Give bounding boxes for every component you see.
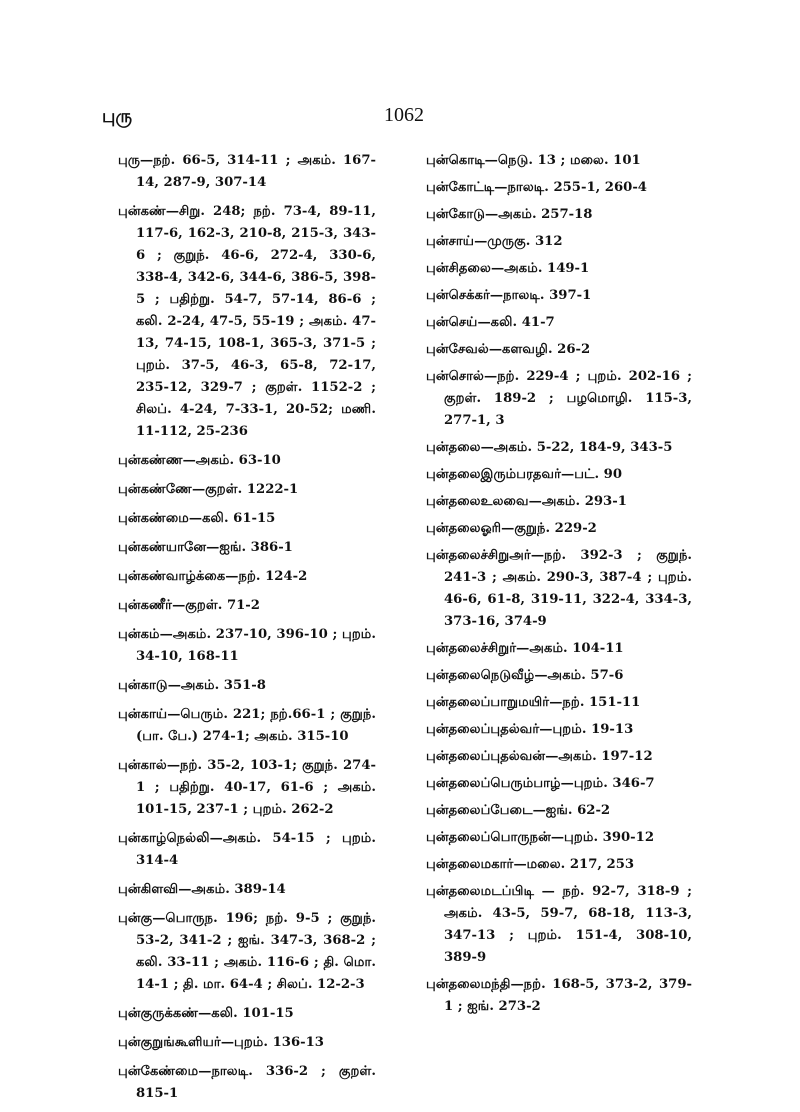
page-number: 1062: [384, 104, 424, 126]
index-entry: புன்கண்ண—அகம். 63-10: [118, 453, 281, 468]
index-entry: புன்சொல்—நற். 229-4 ; புறம். 202-16 ; குறள். 189-2 ; பழமொழி. 115-3, 277-1, 3: [426, 369, 692, 428]
index-entry: புன்கண்யானே—ஐங். 386-1: [118, 540, 293, 555]
index-entry: புன்தலைமந்தி—நற். 168-5, 373-2, 379-1 ; ஐங். 273-2: [426, 977, 692, 1014]
index-entry: புன்காழ்நெல்லி—அகம். 54-15 ; புறம். 314-4: [118, 831, 376, 868]
index-entry: புன்சிதலை—அகம். 149-1: [426, 261, 590, 276]
index-entry: புன்தலைப்பெரும்பாழ்—புறம். 346-7: [426, 776, 655, 791]
index-entry: புன்கண்ணே—குறள். 1222-1: [118, 482, 299, 497]
index-entry: புரு—நற். 66-5, 314-11 ; அகம். 167-14, 287-9, 307-14: [118, 153, 376, 190]
index-entry: புன்கொடி—நெடு. 13 ; மலை. 101: [426, 153, 641, 168]
index-entry: புன்காடு—அகம். 351-8: [118, 678, 266, 693]
index-entry: புன்கண்—சிறு. 248; நற். 73-4, 89-11, 117-6, 162-3, 210-8, 215-3, 343-6 ; குறுந். 46-6, 272-4, 330-6, 338-4, 342-6, 344-6, 386-5, 398-5 ; பதிற்று. 54-7, 57-14, 86-6 ; கலி. 2-24, 47-5, 55-19 ; அகம். 47-13, 74-15, 108-1, 365-3, 371-5 ; புறம். 37-5, 46-3, 65-8, 72-17, 235-12, 329-7 ; குறள். 1152-2 ; சிலப். 4-24, 7-33-1, 20-52; மணி. 11-112, 25-236: [118, 204, 376, 439]
index-entry: புன்கணீர்—குறள். 71-2: [118, 598, 260, 613]
right-column: [426, 150, 692, 1023]
index-entry: புன்கண்மை—கலி. 61-15: [118, 511, 276, 526]
index-entry: புன்தலைச்சிறுஅர்—நற். 392-3 ; குறுந். 241-3 ; அகம். 290-3, 387-4 ; புறம். 46-6, 61-8, 319-11, 322-4, 334-3, 373-16, 374-9: [426, 548, 692, 629]
index-entry: புன்குருக்கண்—கலி. 101-15: [118, 1006, 294, 1021]
index-entry: புன்தலைஇரும்பரதவர்—பட். 90: [426, 467, 623, 482]
index-entry: புன்சாய்—முருகு. 312: [426, 234, 563, 249]
index-entry: புன்தலைஉலவை—அகம். 293-1: [426, 494, 627, 509]
index-entry: புன்செக்கர்—நாலடி. 397-1: [426, 288, 592, 303]
index-entry: புன்தலைப்புதல்வன்—அகம். 197-12: [426, 749, 653, 764]
index-entry: புன்கோடு—அகம். 257-18: [426, 207, 593, 222]
index-entry: புன்காய்—பெரும். 221; நற்.66-1 ; குறுந். (பா. பே.) 274-1; அகம். 315-10: [118, 707, 376, 744]
running-head-word: புரு: [102, 106, 133, 127]
index-entry: புன்சேவல்—களவழி. 26-2: [426, 342, 591, 357]
index-entry: புன்தலைமகார்—மலை. 217, 253: [426, 857, 635, 872]
index-entry: புன்தலைச்சிறுர்—அகம். 104-11: [426, 641, 624, 656]
index-entry: புன்தலைப்பேடை—ஐங். 62-2: [426, 803, 611, 818]
index-entry: புன்கிளவி—அகம். 389-14: [118, 882, 286, 897]
index-entry: புன்கேண்மை—நாலடி. 336-2 ; குறள். 815-1: [118, 1064, 376, 1101]
index-entry: புன்தலைநெடுவீழ்—அகம். 57-6: [426, 668, 624, 683]
index-entry: புன்தலைமடப்பிடி — நற். 92-7, 318-9 ; அகம். 43-5, 59-7, 68-18, 113-3, 347-13 ; புறம். 151-4, 308-10, 389-9: [426, 884, 692, 965]
index-entry: புன்தலை—அகம். 5-22, 184-9, 343-5: [426, 440, 673, 455]
index-entry: புன்கம்—அகம். 237-10, 396-10 ; புறம். 34-10, 168-11: [118, 627, 376, 664]
index-entry: புன்செய்—கலி. 41-7: [426, 315, 555, 330]
index-entry: புன்குறுங்கூளியர்—புறம். 136-13: [118, 1035, 324, 1050]
index-entry: புன்கோட்டி—நாலடி. 255-1, 260-4: [426, 180, 647, 195]
index-entry: புன்கு—பொருந. 196; நற். 9-5 ; குறுந். 53-2, 341-2 ; ஐங். 347-3, 368-2 ; கலி. 33-11 ; அகம். 116-6 ; தி. மொ. 14-1 ; தி. மா. 64-4 ; சிலப். 12-2-3: [118, 911, 376, 992]
index-entry: புன்தலைப்பொருநன்—புறம். 390-12: [426, 830, 654, 845]
index-entry: புன்கால்—நற். 35-2, 103-1; குறுந். 274-1 ; பதிற்று. 40-17, 61-6 ; அகம். 101-15, 237-1 ; புறம். 262-2: [118, 758, 376, 817]
left-column: [118, 150, 376, 1112]
index-entry: புன்கண்வாழ்க்கை—நற். 124-2: [118, 569, 308, 584]
index-entry: புன்தலைப்புதல்வர்—புறம். 19-13: [426, 722, 634, 737]
index-entry: புன்தலைப்பாறுமயிர்—நற். 151-11: [426, 695, 641, 710]
index-entry: புன்தலைஓரி—குறுந். 229-2: [426, 521, 597, 536]
